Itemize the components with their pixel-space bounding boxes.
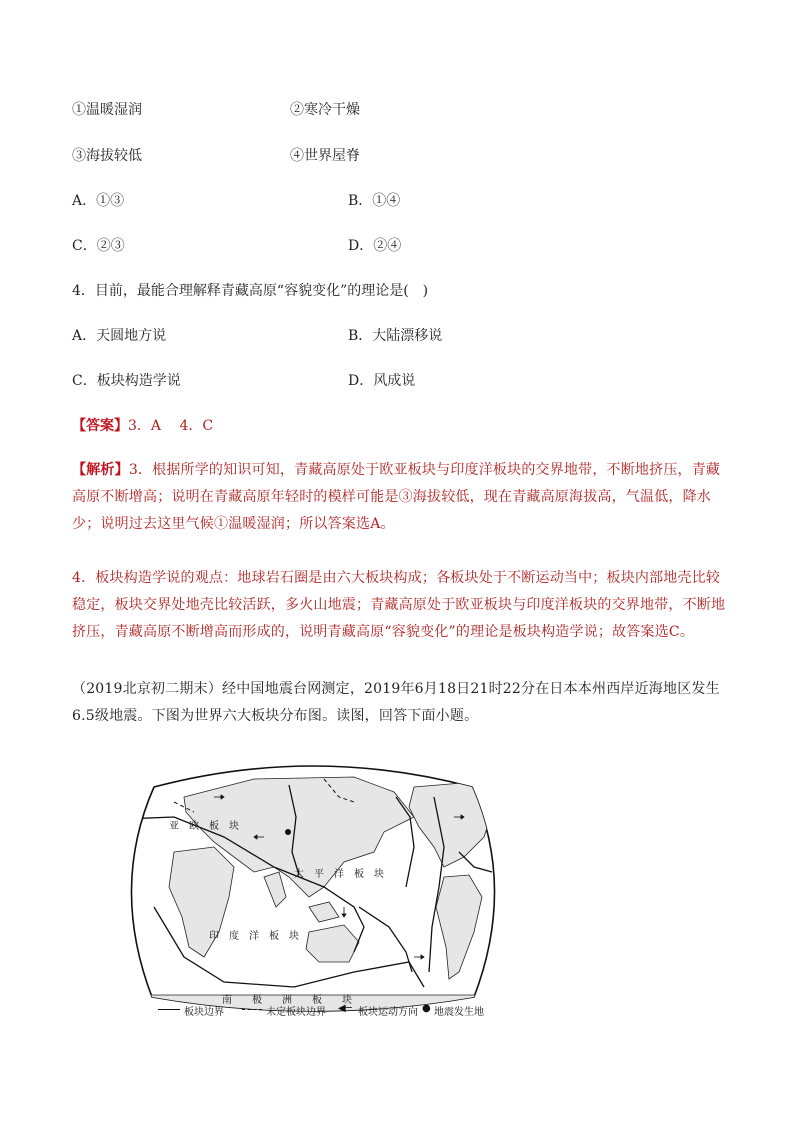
q3-item-4: ④世界屋脊 [290,148,360,164]
q4-option-d[interactable]: D．风成说 [348,373,416,389]
q4-options-row-1 [72,326,443,346]
q4-option-b[interactable]: B．大陆漂移说 [348,328,443,344]
analysis-q4: 4．板块构造学说的观点：地球岩石圈是由六大板块构成；各板块处于不断运动当中；板块内部地壳比较稳定，板块交界处地壳比较活跃，多火山地震；青藏高原处于欧亚板块与印度洋板块的交界地带，不断地挤压，青藏高原不断增高而形成的，说明青藏高原“容貌变化”的理论是板块构造学说；故答案选C。 [72,570,726,640]
q4-stem: 4．目前，最能合理解释青藏高原“容貌变化”的理论是( ) [72,283,429,299]
q3-item-2: ②寒冷干燥 [290,102,360,118]
direction-arrow-icon: ◀─ [338,1003,352,1014]
analysis-q3 [72,457,728,538]
q3-option-d[interactable]: D．②④ [348,238,402,254]
undetermined-legend-line [242,1009,262,1010]
q3-item-row-1 [72,100,360,120]
q3-options-row-1 [72,191,401,211]
eurasian-plate-label: 亚 欧 板 块 [169,821,239,832]
q4-option-a[interactable]: A．天圆地方说 [72,328,167,344]
earthquake-dot-icon: ● [422,1003,431,1014]
question-intro: （2019北京初二期末）经中国地震台网测定，2019年6月18日21时22分在日本本州西岸近海地区发生6.5级地震。下图为世界六大板块分布图。读图，回答下面小题。 [72,681,720,724]
answer-tag: 【答案】 [72,418,128,434]
earthquake-legend-label: 地震发生地 [434,1007,484,1018]
q3-option-b[interactable]: B．①④ [348,193,401,209]
q4-option-c[interactable]: C．板块构造学说 [72,373,181,389]
q3-item-1: ①温暖湿润 [72,102,142,118]
analysis-q3-text: 3．根据所学的知识可知，青藏高原处于欧亚板块与印度洋板块的交界地带，不断地挤压，青藏高原不断增高；说明在青藏高原年轻时的模样可能是③海拔较低，现在青藏高原海拔高，气温低，降水少；说明过去这里气候①温暖湿润；所以答案选A。 [72,462,721,532]
q3-option-a[interactable]: A．①③ [72,193,125,209]
direction-legend-label: 板块运动方向 [358,1007,418,1018]
boundary-legend-label: 板块边界 [184,1007,224,1018]
q3-item-row-2 [72,146,360,166]
q3-option-c[interactable]: C．②③ [72,238,125,254]
indian-plate-label: 印 度 洋 板 块 [209,931,299,942]
q3-item-3: ③海拔较低 [72,148,142,164]
q4-options-row-2 [72,371,416,391]
answer-text: 3．A 4．C [128,418,214,434]
undetermined-legend-label: 未定板块边界 [266,1007,326,1018]
pacific-plate-label: 太 平 洋 板 块 [294,869,384,880]
answer-line [72,416,213,436]
boundary-legend-line [158,1009,180,1010]
earthquake-point [285,829,291,835]
analysis-tag: 【解析】 [72,462,129,478]
world-plates-map [114,757,512,1020]
q3-options-row-2 [72,236,402,256]
antarctic-plate-label: 南 极 洲 板 块 [222,995,352,1006]
